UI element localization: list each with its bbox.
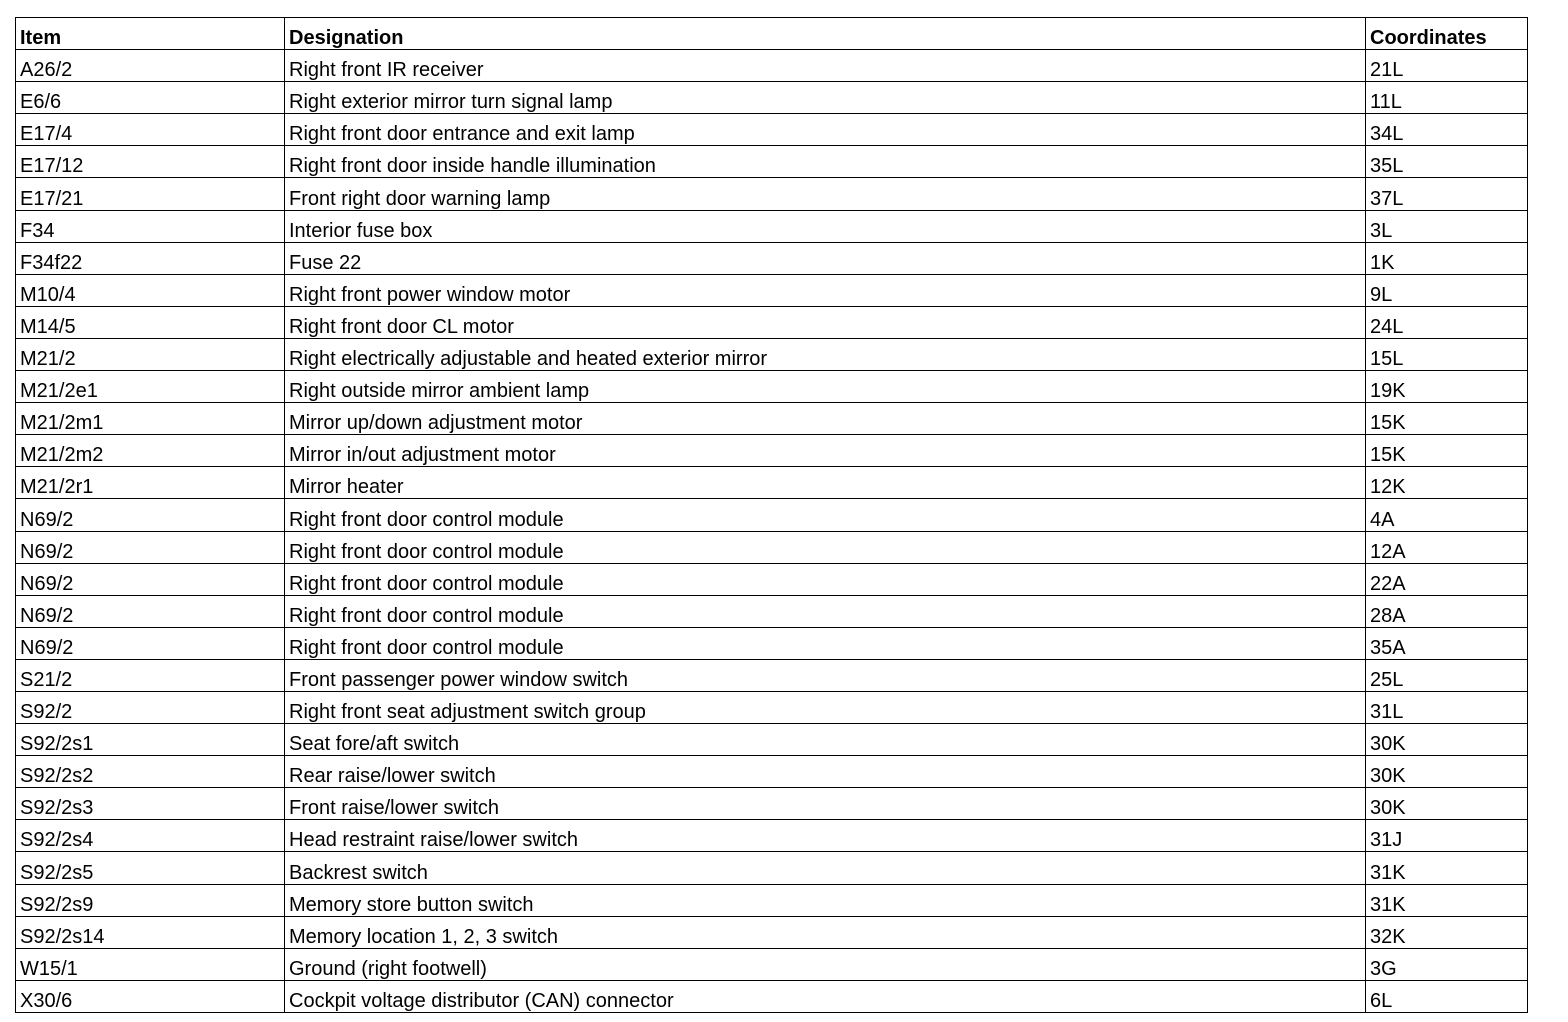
cell-coordinates: 31K	[1366, 884, 1528, 916]
table-row	[16, 788, 1528, 820]
cell-coordinates: 6L	[1366, 980, 1528, 1012]
cell-designation: Right front door CL motor	[285, 306, 1366, 338]
cell-coordinates: 30K	[1366, 724, 1528, 756]
table-row	[16, 820, 1528, 852]
cell-designation: Right front door control module	[285, 595, 1366, 627]
cell-item: M21/2e1	[16, 371, 285, 403]
cell-item: E17/4	[16, 114, 285, 146]
cell-item: S92/2s3	[16, 788, 285, 820]
cell-item: X30/6	[16, 980, 285, 1012]
cell-item: M14/5	[16, 306, 285, 338]
table-row	[16, 114, 1528, 146]
cell-designation: Ground (right footwell)	[285, 948, 1366, 980]
cell-designation: Cockpit voltage distributor (CAN) connector	[285, 980, 1366, 1012]
table-row	[16, 338, 1528, 370]
table-row	[16, 627, 1528, 659]
table-row	[16, 724, 1528, 756]
cell-coordinates: 24L	[1366, 306, 1528, 338]
table-row	[16, 916, 1528, 948]
table-row	[16, 659, 1528, 691]
cell-designation: Mirror in/out adjustment motor	[285, 435, 1366, 467]
cell-designation: Right electrically adjustable and heated exterior mirror	[285, 338, 1366, 370]
cell-coordinates: 1K	[1366, 242, 1528, 274]
cell-designation: Right outside mirror ambient lamp	[285, 371, 1366, 403]
table-row	[16, 756, 1528, 788]
cell-item: F34f22	[16, 242, 285, 274]
table-row	[16, 210, 1528, 242]
cell-designation: Rear raise/lower switch	[285, 756, 1366, 788]
component-legend-table	[15, 17, 1528, 1013]
cell-coordinates: 15L	[1366, 338, 1528, 370]
cell-designation: Front right door warning lamp	[285, 178, 1366, 210]
table-row	[16, 691, 1528, 723]
table-row	[16, 371, 1528, 403]
cell-coordinates: 34L	[1366, 114, 1528, 146]
cell-item: S92/2s2	[16, 756, 285, 788]
cell-designation: Head restraint raise/lower switch	[285, 820, 1366, 852]
cell-designation: Right front door control module	[285, 499, 1366, 531]
cell-designation: Right front door entrance and exit lamp	[285, 114, 1366, 146]
cell-designation: Right front door control module	[285, 531, 1366, 563]
cell-coordinates: 9L	[1366, 274, 1528, 306]
table-row	[16, 563, 1528, 595]
cell-coordinates: 19K	[1366, 371, 1528, 403]
cell-coordinates: 35A	[1366, 627, 1528, 659]
cell-designation: Right exterior mirror turn signal lamp	[285, 82, 1366, 114]
cell-item: N69/2	[16, 531, 285, 563]
table-body	[16, 50, 1528, 1013]
cell-coordinates: 4A	[1366, 499, 1528, 531]
cell-coordinates: 30K	[1366, 756, 1528, 788]
cell-item: F34	[16, 210, 285, 242]
cell-item: M21/2	[16, 338, 285, 370]
cell-item: N69/2	[16, 563, 285, 595]
cell-designation: Right front power window motor	[285, 274, 1366, 306]
cell-designation: Right front door control module	[285, 627, 1366, 659]
cell-item: S92/2s4	[16, 820, 285, 852]
table-row	[16, 178, 1528, 210]
table-row	[16, 595, 1528, 627]
cell-item: E17/21	[16, 178, 285, 210]
cell-coordinates: 15K	[1366, 403, 1528, 435]
cell-coordinates: 31K	[1366, 852, 1528, 884]
cell-coordinates: 37L	[1366, 178, 1528, 210]
cell-item: M21/2m1	[16, 403, 285, 435]
table-row	[16, 274, 1528, 306]
cell-designation: Right front IR receiver	[285, 50, 1366, 82]
table-row	[16, 82, 1528, 114]
cell-item: N69/2	[16, 627, 285, 659]
cell-designation: Mirror up/down adjustment motor	[285, 403, 1366, 435]
header-row	[16, 18, 1528, 50]
cell-coordinates: 31L	[1366, 691, 1528, 723]
cell-designation: Backrest switch	[285, 852, 1366, 884]
cell-coordinates: 28A	[1366, 595, 1528, 627]
table-row	[16, 499, 1528, 531]
cell-item: A26/2	[16, 50, 285, 82]
table-row	[16, 242, 1528, 274]
cell-item: S92/2	[16, 691, 285, 723]
table-row	[16, 852, 1528, 884]
cell-coordinates: 12A	[1366, 531, 1528, 563]
cell-designation: Right front door control module	[285, 563, 1366, 595]
cell-item: S92/2s1	[16, 724, 285, 756]
table-row	[16, 435, 1528, 467]
cell-item: M21/2r1	[16, 467, 285, 499]
cell-designation: Memory location 1, 2, 3 switch	[285, 916, 1366, 948]
header-designation: Designation	[285, 18, 1366, 50]
cell-item: E6/6	[16, 82, 285, 114]
cell-designation: Right front seat adjustment switch group	[285, 691, 1366, 723]
table-row	[16, 467, 1528, 499]
cell-coordinates: 21L	[1366, 50, 1528, 82]
cell-coordinates: 32K	[1366, 916, 1528, 948]
cell-coordinates: 22A	[1366, 563, 1528, 595]
cell-designation: Mirror heater	[285, 467, 1366, 499]
cell-coordinates: 3G	[1366, 948, 1528, 980]
cell-coordinates: 35L	[1366, 146, 1528, 178]
table-row	[16, 146, 1528, 178]
cell-coordinates: 3L	[1366, 210, 1528, 242]
cell-item: N69/2	[16, 499, 285, 531]
header-item: Item	[16, 18, 285, 50]
cell-designation: Front raise/lower switch	[285, 788, 1366, 820]
cell-item: S92/2s14	[16, 916, 285, 948]
cell-coordinates: 15K	[1366, 435, 1528, 467]
cell-coordinates: 12K	[1366, 467, 1528, 499]
cell-coordinates: 31J	[1366, 820, 1528, 852]
cell-item: N69/2	[16, 595, 285, 627]
cell-item: M10/4	[16, 274, 285, 306]
cell-designation: Interior fuse box	[285, 210, 1366, 242]
cell-item: M21/2m2	[16, 435, 285, 467]
table-row	[16, 531, 1528, 563]
table-header	[16, 18, 1528, 50]
cell-designation: Memory store button switch	[285, 884, 1366, 916]
cell-coordinates: 25L	[1366, 659, 1528, 691]
table-row	[16, 403, 1528, 435]
cell-coordinates: 30K	[1366, 788, 1528, 820]
cell-item: S21/2	[16, 659, 285, 691]
cell-item: S92/2s9	[16, 884, 285, 916]
cell-designation: Right front door inside handle illumination	[285, 146, 1366, 178]
table-row	[16, 884, 1528, 916]
cell-designation: Fuse 22	[285, 242, 1366, 274]
table-row	[16, 948, 1528, 980]
cell-item: E17/12	[16, 146, 285, 178]
header-coordinates: Coordinates	[1366, 18, 1528, 50]
table-row	[16, 980, 1528, 1012]
cell-designation: Seat fore/aft switch	[285, 724, 1366, 756]
cell-designation: Front passenger power window switch	[285, 659, 1366, 691]
cell-item: W15/1	[16, 948, 285, 980]
table-row	[16, 306, 1528, 338]
table-row	[16, 50, 1528, 82]
cell-coordinates: 11L	[1366, 82, 1528, 114]
cell-item: S92/2s5	[16, 852, 285, 884]
